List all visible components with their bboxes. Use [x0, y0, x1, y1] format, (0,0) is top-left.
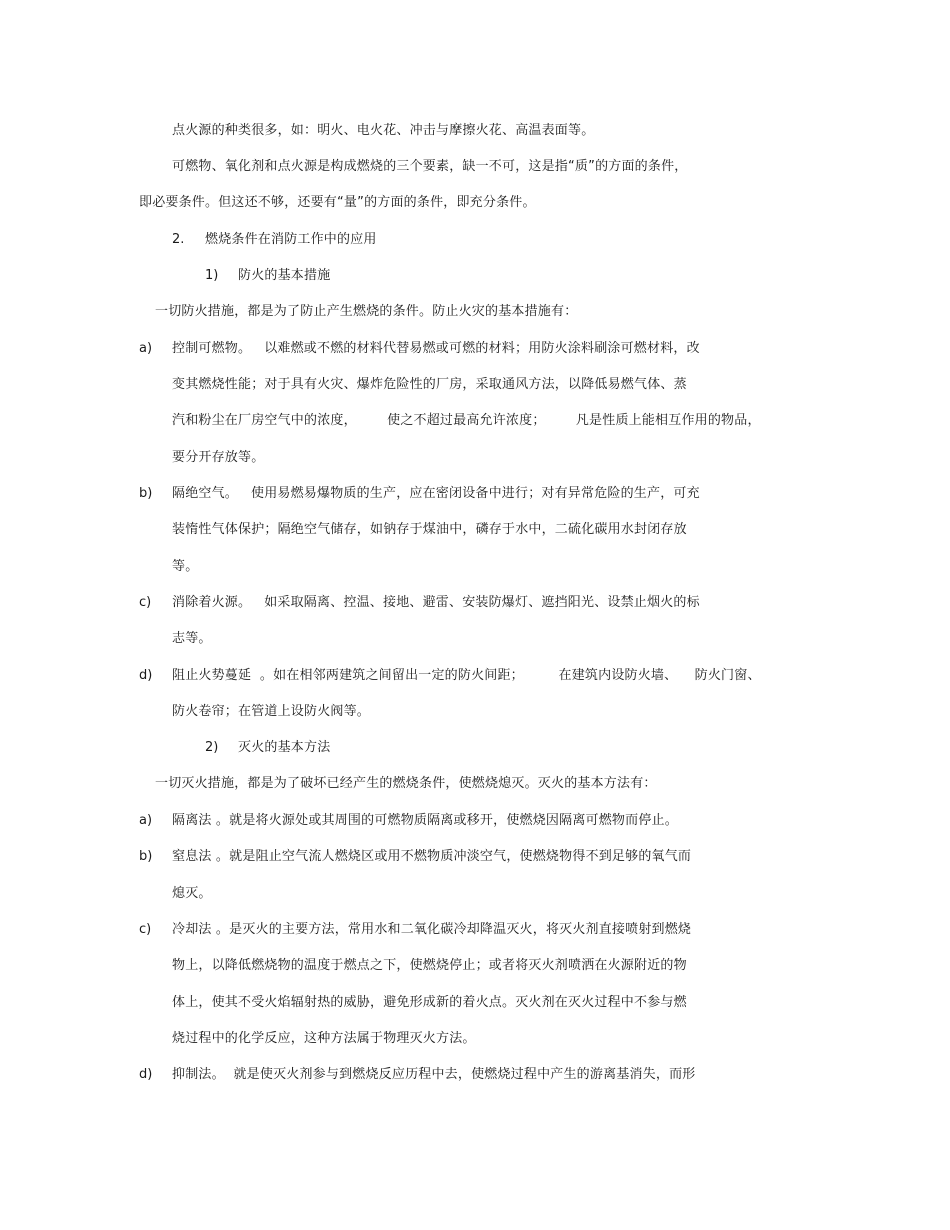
- list-marker: b): [139, 849, 153, 864]
- list-item-line: 要分开存放等。: [172, 450, 265, 465]
- subsection-number: 1): [205, 268, 219, 283]
- list-item-line: 汽和粉尘在厂房空气中的浓度， 使之不超过最高允许浓度； 凡是性质上能相互作用的物品，: [172, 413, 761, 428]
- list-marker: c): [139, 595, 152, 610]
- subsection-number: 2): [205, 740, 219, 755]
- list-marker: a): [139, 813, 153, 828]
- list-item-line: 体上，使其不受火焰辐射热的威胁，避免形成新的着火点。灭火剂在灭火过程中不参与燃: [172, 995, 687, 1010]
- subsection-heading: 灭火的基本方法: [238, 740, 331, 755]
- list-item-line: 阻止火势蔓延 。如在相邻两建筑之间留出一定的防火间距； 在建筑内设防火墙、 防火门窗、: [172, 668, 761, 683]
- list-item-line: 隔离法 。就是将火源处或其周围的可燃物质隔离或移开，使燃烧因隔离可燃物而停止。: [172, 813, 678, 828]
- intro-line: 点火源的种类很多，如：明火、电火花、冲击与摩擦火花、高温表面等。: [172, 123, 595, 138]
- list-item-line: 变其燃烧性能；对于具有火灾、爆炸危险性的厂房，采取通风方法，以降低易燃气体、蒸: [172, 377, 687, 392]
- list-item-line: 志等。: [172, 631, 212, 646]
- list-item-line: 物上，以降低燃烧物的温度于燃点之下，使燃烧停止；或者将灭火剂喷洒在火源附近的物: [172, 958, 687, 973]
- list-item-line: 抑制法。 就是使灭火剂参与到燃烧反应历程中去，使燃烧过程中产生的游离基消失，而形: [172, 1067, 696, 1082]
- section-number: 2.: [172, 232, 185, 247]
- intro-line: 可燃物、氧化剂和点火源是构成燃烧的三个要素，缺一不可，这是指“质”的方面的条件，: [172, 159, 688, 174]
- list-marker: d): [139, 1067, 153, 1082]
- list-item-line: 烧过程中的化学反应，这种方法属于物理灭火方法。: [172, 1031, 476, 1046]
- list-marker: b): [139, 486, 153, 501]
- paragraph: 一切防火措施，都是为了防止产生燃烧的条件。防止火灾的基本措施有：: [155, 304, 578, 319]
- list-item-line: 隔绝空气。 使用易燃易爆物质的生产，应在密闭设备中进行；对有异常危险的生产，可充: [172, 486, 700, 501]
- subsection-heading: 防火的基本措施: [238, 268, 331, 283]
- list-marker: d): [139, 668, 153, 683]
- section-heading: 燃烧条件在消防工作中的应用: [205, 232, 377, 247]
- list-item-line: 窒息法 。就是阻止空气流人燃烧区或用不燃物质冲淡空气，使燃烧物得不到足够的氧气而: [172, 849, 692, 864]
- paragraph: 一切灭火措施，都是为了破坏已经产生的燃烧条件，使燃烧熄灭。灭火的基本方法有：: [155, 776, 657, 791]
- list-marker: c): [139, 922, 152, 937]
- list-item-line: 熄灭。: [172, 886, 212, 901]
- intro-line: 即必要条件。但这还不够，还要有“量”的方面的条件，即充分条件。: [139, 195, 536, 210]
- list-item-line: 装惰性气体保护；隔绝空气储存，如钠存于煤油中，磷存于水中，二硫化碳用水封闭存放: [172, 522, 687, 537]
- list-item-line: 等。: [172, 559, 199, 574]
- list-item-line: 控制可燃物。 以难燃或不燃的材料代替易燃或可燃的材料；用防火涂料刷涂可燃材料，改: [172, 341, 700, 356]
- list-item-line: 消除着火源。 如采取隔离、控温、接地、避雷、安装防爆灯、遮挡阳光、设禁止烟火的标: [172, 595, 700, 610]
- list-item-line: 冷却法 。是灭火的主要方法，常用水和二氧化碳冷却降温灭火，将灭火剂直接喷射到燃烧: [172, 922, 692, 937]
- list-item-line: 防火卷帘；在管道上设防火阀等。: [172, 704, 371, 719]
- list-marker: a): [139, 341, 153, 356]
